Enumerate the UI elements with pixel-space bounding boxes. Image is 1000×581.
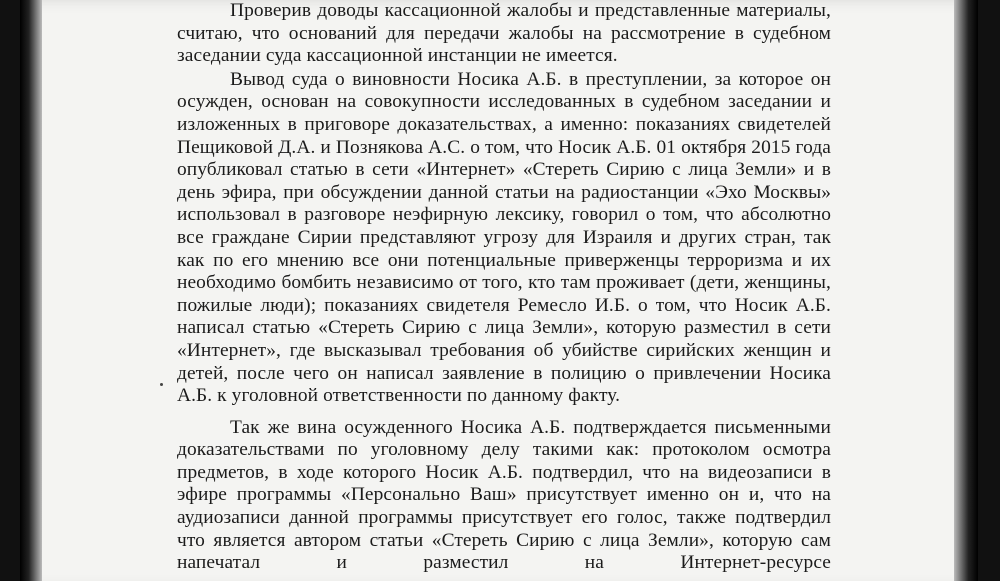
document-body [177, 0, 831, 575]
paragraph-1: Проверив доводы кассационной жалобы и представленные материалы, считаю, что оснований для передачи жалобы на рассмотрение в судебном заседании суда кассационной инстанции не имеется. [177, 0, 831, 67]
paragraph-3: Так же вина осужденного Носика А.Б. подтверждается письменными доказательствами по уголовному делу такими как: протоколом осмотра предметов, в ходе которого Носик А.Б. подтвердил, что на видеозаписи в эфире программы «Персонально Ваш» присутствует именно он и, что на аудиозаписи данной программы присутствует его голос, также подтвердил что является автором статьи «Стереть Сирию с лица Земли», которую сам напечатал и разместил на Интернет-ресурсе [177, 416, 831, 574]
paragraph-2: Вывод суда о виновности Носика А.Б. в преступлении, за которое он осужден, основан на совокупности исследованных в судебном заседании и изложенных в приговоре доказательствах, а именно: показаниях свидетелей Пещиковой Д.А. и Познякова А.С. о том, что Носик А.Б. 01 октября 2015 года опубликовал статью в сети «Интернет» «Стереть Сирию с лица Земли» и в день эфира, при обсуждении данной статьи на радиостанции «Эхо Москвы» использовал в разговоре неэфирную лексику, говорил о том, что абсолютно все граждане Сирии представляют угрозу для Израиля и других стран, так как по его мнению все они потенциальные приверженцы терроризма и их необходимо бомбить независимо от того, кто там проживает (дети, женщины, пожилые люди); показаниях свидетеля Ремесло И.Б. о том, что Носик А.Б. написал статью «Стереть Сирию с лица Земли», которую разместил в сети «Интернет», где высказывал требования об убийстве сирийских женщин и детей, после чего он написал заявление в полицию о привлечении Носика А.Б. к уголовной ответственности по данному факту. [177, 68, 831, 407]
scan-speck [160, 383, 163, 386]
scan-shadow-left [20, 0, 42, 581]
scan-shadow-right [954, 0, 978, 581]
